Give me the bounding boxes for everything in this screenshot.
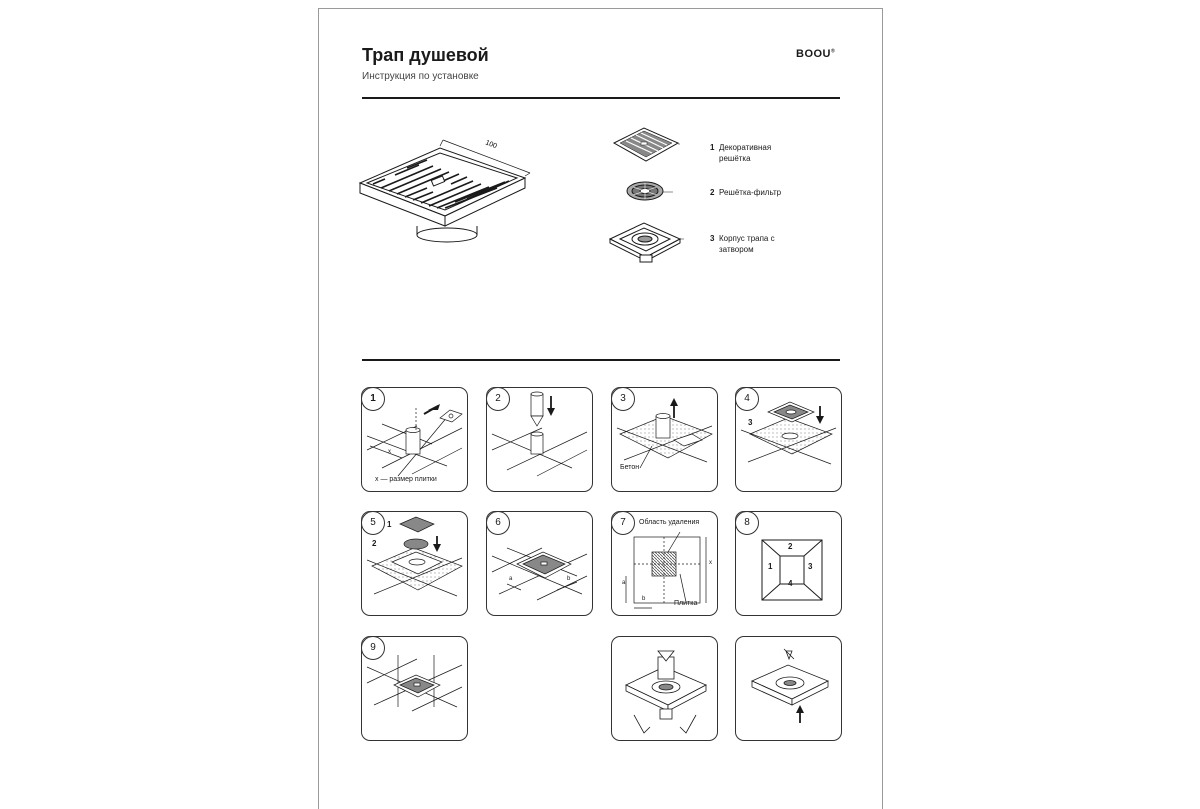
step-1-dim: x [388,449,391,455]
step-4-marker: 3 [748,418,753,427]
page-subtitle: Инструкция по установке [362,71,479,82]
removal-step-1-panel [611,636,718,741]
page-title: Трап душевой [362,45,489,65]
step-number: 2 [486,387,510,411]
step-2-panel [486,387,593,492]
decorative-grate-icon [612,125,680,165]
step-7-dim-b: b [642,596,646,602]
part-1-label: 1 Декоративная решётка [710,143,772,163]
step-8-side-1: 1 [768,562,773,571]
header-rule [362,97,840,99]
step-7-caption-top: Область удаления [639,519,700,526]
part-3-label: 3 Корпус трапа с затвором [710,234,775,254]
step-8-side-4: 4 [788,579,793,588]
step-8-panel [735,511,842,616]
step-number: 8 [735,511,759,535]
step-number: 7 [611,511,635,535]
removal-step-2-panel [735,636,842,741]
step-7-dim-x: x [709,560,712,566]
step-5-marker-2: 2 [372,539,377,548]
hero-dimension-label: 100 [484,139,498,151]
step-number: 9 [361,636,385,660]
step-6-panel [486,511,593,616]
step-6-dim-a: a [509,576,513,582]
step-8-side-2: 2 [788,542,793,551]
part-2-label: 2 Решётка-фильтр [710,188,782,197]
step-7-caption-bottom: Плитка [674,600,698,607]
drain-isometric-illustration [355,118,555,253]
step-3-caption: Бетон [620,464,640,471]
filter-grate-icon [623,178,673,206]
step-7-panel [611,511,718,616]
section-rule [362,359,840,361]
step-9-panel [361,636,468,741]
step-8-side-3: 3 [808,562,813,571]
step-number: 5 [361,511,385,535]
brand-logo: BOOU® [796,48,836,60]
step-number: 1 [361,387,385,411]
drain-body-icon [608,215,684,265]
step-1-panel [361,387,468,492]
step-7-dim-a: a [622,580,626,586]
step-number: 3 [611,387,635,411]
step-6-dim-b: b [567,576,571,582]
step-5-marker-1: 1 [387,520,392,529]
step-5-panel [361,511,468,616]
step-number: 4 [735,387,759,411]
step-1-caption: x — размер плитки [375,476,437,483]
step-4-panel [735,387,842,492]
step-number: 6 [486,511,510,535]
step-3-panel [611,387,718,492]
